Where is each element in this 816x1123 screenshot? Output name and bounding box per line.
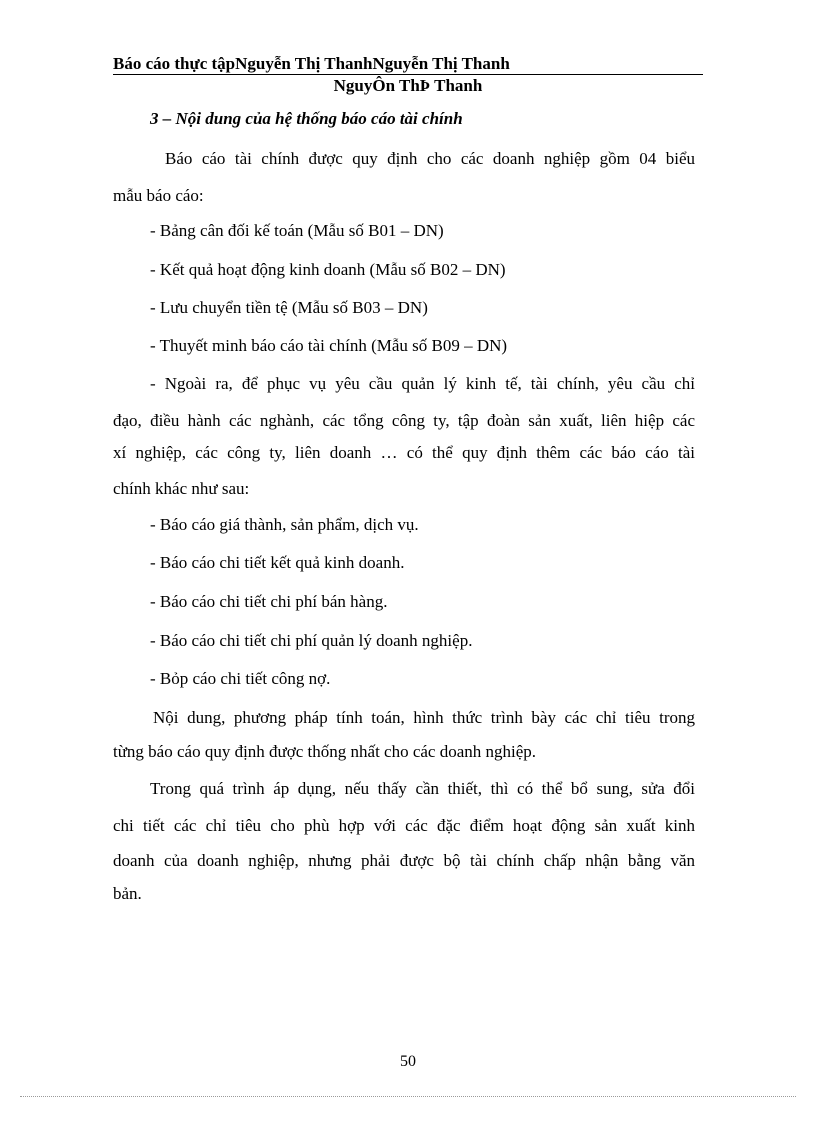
list-item: - Thuyết minh báo cáo tài chính (Mẫu số B09 – DN): [150, 336, 508, 355]
list-item: - Kết quả hoạt động kinh doanh (Mẫu số B02 – DN): [150, 260, 506, 279]
list-item: - Báo cáo chi tiết kết quả kinh doanh.: [150, 553, 405, 572]
paragraph-intro-line: mẫu báo cáo:: [113, 186, 204, 205]
page-boundary-divider: [20, 1096, 796, 1097]
header-author: NguyÔn ThÞ Thanh: [333, 76, 483, 95]
list-item: - Bảng cân đối kế toán (Mẫu số B01 – DN): [150, 221, 444, 240]
paragraph-content-line: Nội dung, phương pháp tính toán, hình thức trình bày các chỉ tiêu trong: [153, 708, 695, 727]
list-item: - Báo cáo giá thành, sản phẩm, dịch vụ.: [150, 515, 419, 534]
list-item: - Báo cáo chi tiết chi phí bán hàng.: [150, 592, 388, 611]
header-title: Báo cáo thực tậpNguyễn Thị ThanhNguyễn Thị Thanh: [113, 54, 703, 75]
paragraph-additional-line: đạo, điều hành các nghành, các tổng công ty, tập đoàn sản xuất, liên hiệp các: [113, 411, 695, 430]
page-number: 50: [400, 1053, 416, 1070]
paragraph-apply-line: chi tiết các chỉ tiêu cho phù hợp với các đặc điểm hoạt động sản xuất kinh: [113, 816, 695, 835]
section-title: 3 – Nội dung của hệ thống báo cáo tài chính: [150, 109, 463, 128]
list-item: - Báo cáo chi tiết chi phí quản lý doanh nghiệp.: [150, 631, 473, 650]
list-item: - Bỏp cáo chi tiết công nợ.: [150, 669, 331, 688]
paragraph-additional-line: - Ngoài ra, để phục vụ yêu cầu quản lý kinh tế, tài chính, yêu cầu chỉ: [150, 374, 695, 393]
paragraph-apply-line: bản.: [113, 884, 142, 903]
paragraph-apply-line: Trong quá trình áp dụng, nếu thấy cần thiết, thì có thể bổ sung, sửa đổi: [150, 779, 695, 798]
paragraph-additional-line: chính khác như sau:: [113, 479, 250, 498]
paragraph-apply-line: doanh của doanh nghiệp, nhưng phải được bộ tài chính chấp nhận bằng văn: [113, 851, 695, 870]
paragraph-content-line: từng báo cáo quy định được thống nhất cho các doanh nghiệp.: [113, 742, 537, 761]
paragraph-additional-line: xí nghiệp, các công ty, liên doanh … có thể quy định thêm các báo cáo tài: [113, 443, 695, 462]
page-header: [113, 54, 703, 97]
paragraph-intro-line: Báo cáo tài chính được quy định cho các doanh nghiệp gồm 04 biểu: [165, 149, 695, 168]
list-item: - Lưu chuyển tiền tệ (Mẫu số B03 – DN): [150, 298, 428, 317]
